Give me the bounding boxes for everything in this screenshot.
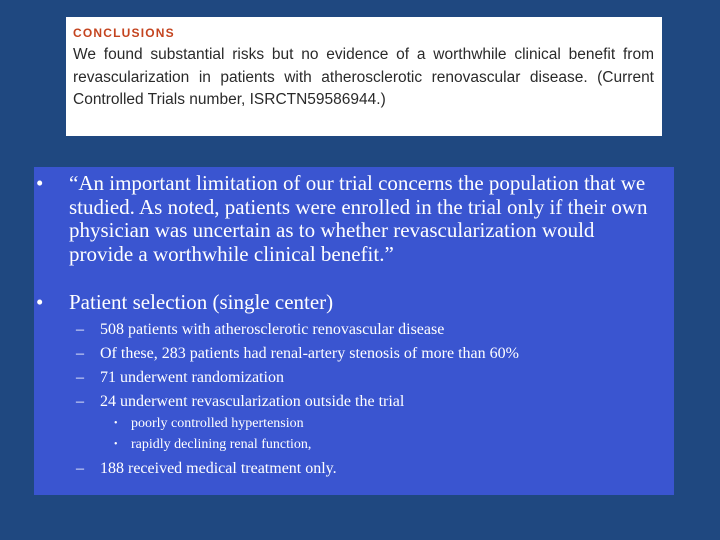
bullet-quote-text: “An important limitation of our trial concerns the population that we studied. As noted, patients were enrolled in the trial only if their own physician was uncertain as to whether revascularization would provide a worthwhile clinical benefit.” <box>69 171 648 266</box>
bullet-dot: • <box>36 171 44 195</box>
sub-sub-bullet-text: rapidly declining renal function, <box>131 437 312 452</box>
dash-marker: – <box>76 345 84 362</box>
bullet-dot: • <box>114 418 118 429</box>
conclusions-heading: CONCLUSIONS <box>73 26 175 40</box>
sub-bullet-text: 188 received medical treatment only. <box>100 460 337 477</box>
dash-marker: – <box>76 321 84 338</box>
sub-bullet-text: 508 patients with atherosclerotic renovascular disease <box>100 321 445 338</box>
conclusions-text: We found substantial risks but no evidence of a worthwhile clinical benefit from revascularization in patients with atherosclerotic renovascular disease. (Current Controlled Trials number, ISRCTN59586944.) <box>73 46 654 108</box>
sub-bullet-text: 24 underwent revascularization outside the trial <box>100 393 405 410</box>
sub-bullet-text: 71 underwent randomization <box>100 369 284 386</box>
sub-sub-bullet-text: poorly controlled hypertension <box>131 416 304 431</box>
conclusions-excerpt <box>66 17 662 136</box>
dash-marker: – <box>76 369 84 386</box>
bullet-dot: • <box>36 290 44 314</box>
sub-bullet-text: Of these, 283 patients had renal-artery stenosis of more than 60% <box>100 345 519 362</box>
bullet-patient-selection-text: Patient selection (single center) <box>69 290 334 314</box>
dash-marker: – <box>76 460 84 477</box>
slide-content <box>34 167 674 495</box>
dash-marker: – <box>76 393 84 410</box>
bullet-dot: • <box>114 439 118 450</box>
